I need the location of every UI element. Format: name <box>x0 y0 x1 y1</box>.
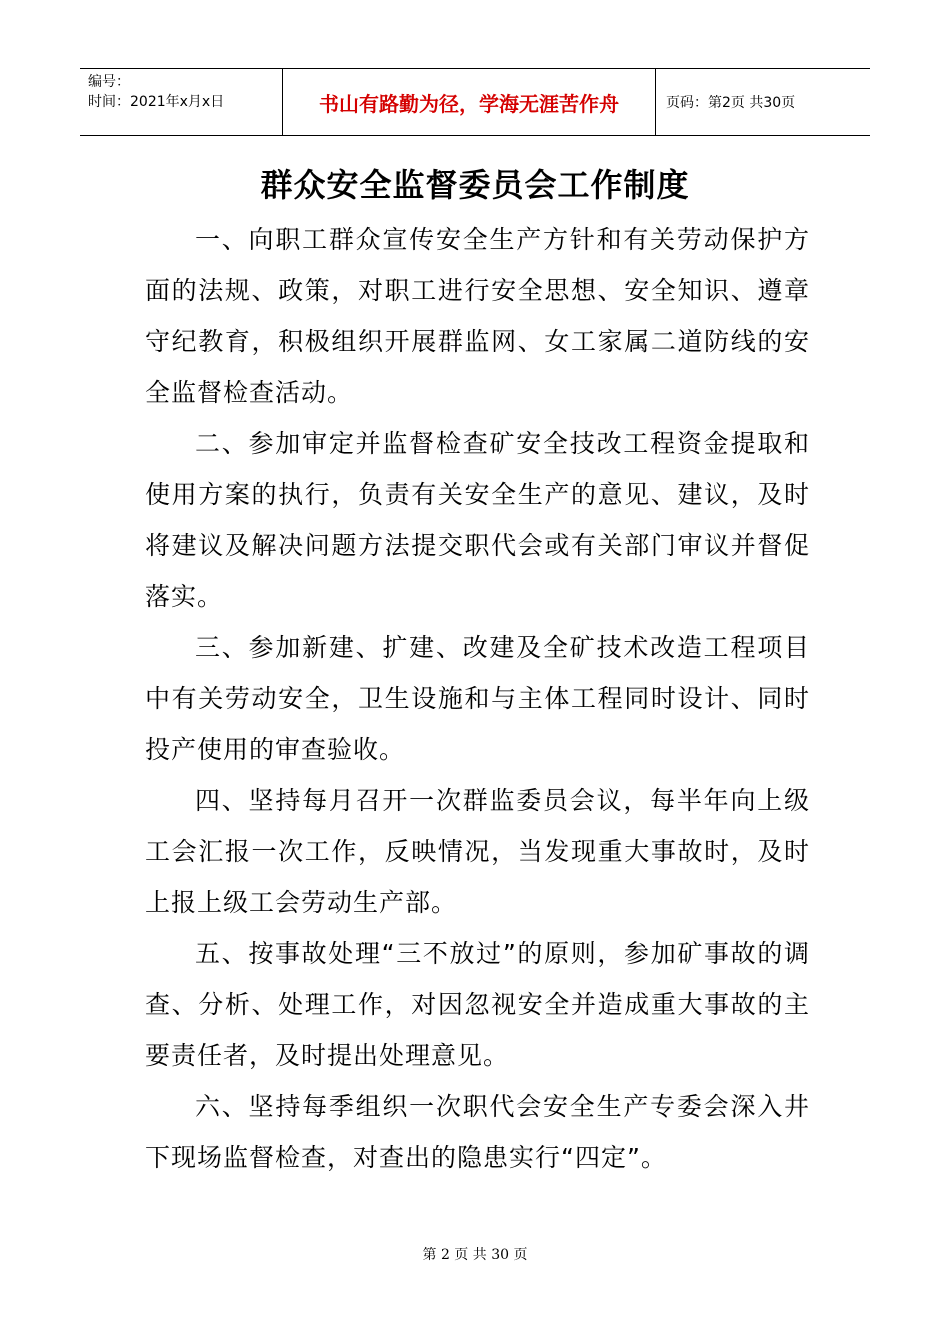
paragraph-4: 四、坚持每月召开一次群监委员会议，每半年向上级工会汇报一次工作，反映情况，当发现重大事故时，及时上报上级工会劳动生产部。 <box>145 786 810 917</box>
header-page-info: 页码：第2页 共30页 <box>666 95 796 111</box>
header-meta-cell <box>80 69 282 135</box>
paragraph-2: 二、参加审定并监督检查矿安全技改工程资金提取和使用方案的执行，负责有关安全生产的意见、建议，及时将建议及解决问题方法提交职代会或有关部门审议并督促落实。 <box>145 429 810 611</box>
paragraph-3: 三、参加新建、扩建、改建及全矿技术改造工程项目中有关劳动安全，卫生设施和与主体工程同时设计、同时投产使用的审查验收。 <box>145 633 810 764</box>
page-header <box>80 68 870 136</box>
header-motto: 书山有路勤为径，学海无涯苦作舟 <box>282 69 656 135</box>
document-date-label: 时间：2021年x月x日 <box>88 94 225 110</box>
paragraph-6: 六、坚持每季组织一次职代会安全生产专委会深入井下现场监督检查，对查出的隐患实行“四定”。 <box>145 1092 810 1172</box>
page-footer: 第 2 页 共 30 页 <box>422 1247 528 1263</box>
paragraph-5: 五、按事故处理“三不放过”的原则，参加矿事故的调查、分析、处理工作，对因忽视安全并造成重大事故的主要责任者，及时提出处理意见。 <box>145 939 810 1070</box>
paragraph-1: 一、向职工群众宣传安全生产方针和有关劳动保护方面的法规、政策，对职工进行安全思想、安全知识、遵章守纪教育，积极组织开展群监网、女工家属二道防线的安全监督检查活动。 <box>145 225 810 407</box>
document-body <box>145 214 810 1183</box>
document-title: 群众安全监督委员会工作制度 <box>260 166 690 204</box>
document-number-label: 编号： <box>88 74 130 90</box>
